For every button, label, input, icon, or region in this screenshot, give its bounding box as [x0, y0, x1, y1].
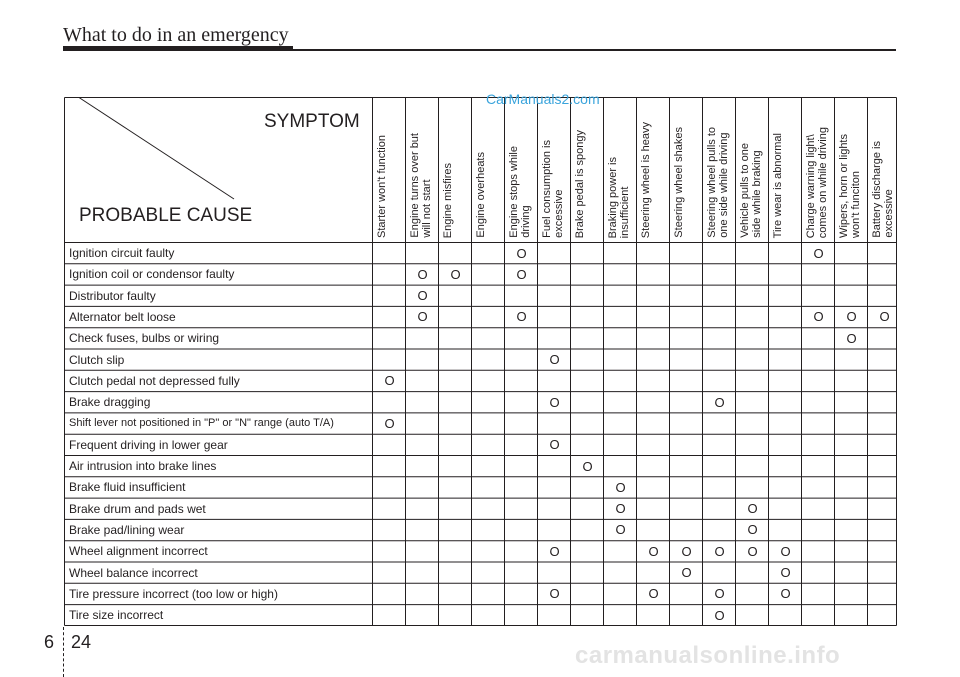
column-header — [637, 97, 670, 242]
row-cause-label: Frequent driving in lower gear — [69, 437, 228, 452]
row-cause-label: Ignition circuit faulty — [69, 246, 175, 260]
symptom-mark: O — [549, 437, 560, 453]
column-header — [868, 97, 901, 242]
symptom-mark: O — [879, 309, 890, 325]
row-cause-label: Wheel alignment incorrect — [69, 544, 208, 559]
column-header — [439, 97, 472, 242]
column-header-label: Steering wheel pulls to one side while driving — [706, 127, 730, 238]
column-header-label: Wipers, horn or lights won't funciton — [838, 134, 862, 238]
symptom-mark: O — [648, 543, 659, 559]
symptom-mark: O — [516, 309, 527, 325]
column-header-label: Engine stops while driving — [508, 146, 532, 238]
column-header-label: Starter won't function — [376, 135, 388, 238]
symptom-mark: O — [549, 543, 560, 559]
row-cause-label: Brake fluid insufficient — [69, 480, 186, 495]
chapter-number: 6 — [44, 632, 55, 652]
probable-cause-heading: PROBABLE CAUSE — [79, 205, 253, 226]
symptom-mark: O — [780, 543, 791, 559]
row-cause-label: Check fuses, bulbs or wiring — [69, 331, 220, 346]
row-cause-label: Distributor faulty — [69, 288, 156, 303]
column-header — [406, 97, 439, 242]
symptom-mark: O — [846, 309, 857, 325]
symptom-mark: O — [747, 522, 758, 538]
column-header — [472, 97, 505, 242]
watermark-bottom: carmanualsonline.info — [575, 642, 841, 669]
page-header-title: What to do in an emergency — [63, 24, 289, 46]
column-header — [571, 97, 604, 242]
row-cause-label: Shift lever not positioned in "P" or "N" range (auto T/A) — [69, 417, 334, 430]
column-header — [505, 97, 538, 242]
symptom-mark: O — [516, 245, 527, 261]
symptom-mark: O — [615, 522, 626, 538]
row-cause-label: Brake pad/lining wear — [69, 522, 185, 537]
symptom-mark: O — [450, 266, 461, 282]
symptom-mark: O — [417, 266, 428, 282]
symptom-mark: O — [714, 607, 725, 623]
symptom-mark: O — [549, 586, 560, 602]
symptom-mark: O — [582, 458, 593, 474]
column-header — [604, 97, 637, 242]
symptom-heading: SYMPTOM — [264, 111, 360, 132]
column-header-label: Steering wheel shakes — [673, 127, 685, 238]
symptom-mark: O — [813, 245, 824, 261]
symptom-mark: O — [384, 415, 395, 431]
column-header — [373, 97, 406, 242]
column-header-label: Braking power is insufficient — [607, 156, 631, 238]
row-cause-label: Clutch pedal not depressed fully — [69, 373, 240, 388]
watermark-top: CarManuals2.com — [486, 91, 600, 107]
row-cause-label: Brake drum and pads wet — [69, 501, 206, 516]
corner-diagonal — [79, 98, 234, 200]
row-cause-label: Tire size incorrect — [69, 608, 164, 623]
symptom-mark: O — [549, 352, 560, 367]
column-header-label: Charge warning light\ comes on while driving — [805, 126, 829, 238]
symptom-mark: O — [780, 565, 791, 580]
column-header-label: Fuel consumption is excessive — [541, 140, 565, 238]
column-header — [802, 97, 835, 242]
row-cause-label: Alternator belt loose — [69, 309, 176, 324]
column-header — [835, 97, 868, 242]
header-rule-thin — [293, 49, 896, 51]
row-cause-label: Clutch slip — [69, 352, 125, 367]
symptom-mark: O — [681, 565, 692, 580]
symptom-mark: O — [417, 309, 428, 325]
column-header-label: Engine turns over but will not start — [409, 133, 433, 238]
symptom-mark: O — [747, 501, 758, 517]
row-cause-label: Brake dragging — [69, 395, 151, 410]
troubleshooting-table — [64, 97, 897, 626]
symptom-mark: O — [615, 479, 626, 495]
column-header — [538, 97, 571, 242]
column-header-label: Vehicle pulls to one side while braking — [739, 143, 763, 238]
symptom-mark: O — [549, 394, 560, 410]
column-header-label: Steering wheel is heavy — [640, 121, 652, 238]
symptom-mark: O — [417, 288, 428, 304]
symptom-mark: O — [516, 266, 527, 282]
symptom-mark: O — [813, 309, 824, 325]
symptom-mark: O — [384, 373, 395, 389]
symptom-mark: O — [648, 586, 659, 602]
symptom-mark: O — [747, 543, 758, 559]
column-header-label: Brake pedal is spongy — [574, 129, 586, 238]
symptom-mark: O — [714, 586, 725, 602]
symptom-mark: O — [714, 543, 725, 559]
column-header — [736, 97, 769, 242]
symptom-mark: O — [780, 586, 791, 602]
column-header — [703, 97, 736, 242]
column-header-label: Tire wear is abnormal — [772, 132, 784, 238]
row-cause-label: Air intrusion into brake lines — [69, 459, 217, 473]
footer-rule — [63, 627, 65, 677]
column-header-label: Engine overheats — [475, 152, 487, 238]
page-number: 24 — [71, 632, 92, 652]
symptom-mark: O — [681, 543, 692, 559]
header-rule-thick — [63, 46, 293, 51]
column-header — [769, 97, 802, 242]
row-cause-label: Wheel balance incorrect — [69, 565, 198, 580]
symptom-mark: O — [846, 330, 857, 346]
symptom-mark: O — [714, 394, 725, 410]
symptom-mark: O — [615, 501, 626, 517]
row-cause-label: Ignition coil or condensor faulty — [69, 267, 235, 282]
column-header-label: Battery discharge is excessive — [871, 141, 895, 238]
column-header — [670, 97, 703, 242]
row-cause-label: Tire pressure incorrect (too low or high) — [69, 586, 278, 601]
column-header-label: Engine misfires — [442, 162, 454, 238]
